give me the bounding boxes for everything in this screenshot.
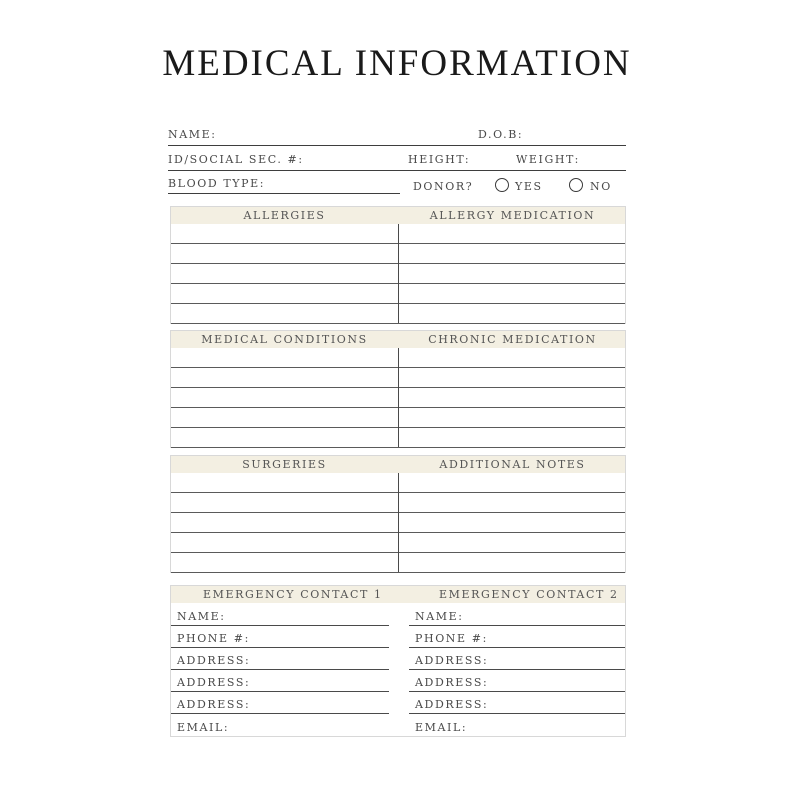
field-label: ADDRESS:	[177, 676, 251, 689]
height-label: HEIGHT:	[408, 153, 471, 166]
conditions-header	[171, 331, 625, 348]
field-label: ADDRESS:	[177, 698, 251, 711]
field-label: ADDRESS:	[177, 654, 251, 667]
contact2-address-field[interactable]	[409, 671, 625, 692]
contact1-email-field[interactable]	[171, 715, 389, 736]
contact1-address-field[interactable]	[171, 671, 389, 692]
name-label: NAME:	[168, 128, 217, 141]
chronic-medication-title: CHRONIC MEDICATION	[428, 333, 597, 346]
allergies-title: ALLERGIES	[243, 209, 326, 222]
emergency-contacts	[170, 585, 626, 737]
column-divider	[398, 473, 399, 572]
donor-yes-radio[interactable]	[495, 178, 509, 192]
surgeries-header	[171, 456, 625, 473]
page-title: MEDICAL INFORMATION	[162, 43, 632, 84]
field-label: ADDRESS:	[415, 698, 489, 711]
weight-label: WEIGHT:	[516, 153, 580, 166]
donor-no-label: NO	[590, 180, 612, 193]
medical-conditions-title: MEDICAL CONDITIONS	[201, 333, 368, 346]
emergency-header	[171, 586, 625, 603]
field-label: ADDRESS:	[415, 654, 489, 667]
dob-label: D.O.B:	[478, 128, 524, 141]
contact2-phone-field[interactable]	[409, 627, 625, 648]
contact1-address-field[interactable]	[171, 693, 389, 714]
field-label: NAME:	[415, 610, 464, 623]
allergy-medication-title: ALLERGY MEDICATION	[429, 209, 596, 222]
blood-type-field[interactable]	[168, 193, 400, 194]
field-label: EMAIL:	[415, 721, 468, 734]
field-label: NAME:	[177, 610, 226, 623]
name-dob-field[interactable]	[168, 145, 626, 146]
contact1-name-field[interactable]	[171, 605, 389, 626]
contact1-phone-field[interactable]	[171, 627, 389, 648]
column-divider	[398, 348, 399, 447]
id-height-weight-field[interactable]	[168, 170, 626, 171]
surgeries-table	[170, 455, 626, 573]
contact2-address-field[interactable]	[409, 649, 625, 670]
column-divider	[398, 224, 399, 323]
donor-yes-label: YES	[515, 180, 543, 193]
field-label: PHONE #:	[415, 632, 488, 645]
additional-notes-title: ADDITIONAL NOTES	[439, 458, 586, 471]
contact2-email-field[interactable]	[409, 715, 625, 736]
donor-label: DONOR?	[413, 180, 474, 193]
emergency-contact-1-title: EMERGENCY CONTACT 1	[203, 588, 383, 601]
conditions-table	[170, 330, 626, 448]
field-label: ADDRESS:	[415, 676, 489, 689]
surgeries-title: SURGERIES	[242, 458, 327, 471]
allergies-header	[171, 207, 625, 224]
contact2-name-field[interactable]	[409, 605, 625, 626]
field-label: EMAIL:	[177, 721, 230, 734]
contact2-address-field[interactable]	[409, 693, 625, 714]
emergency-contact-2-title: EMERGENCY CONTACT 2	[439, 588, 619, 601]
donor-no-radio[interactable]	[569, 178, 583, 192]
field-label: PHONE #:	[177, 632, 250, 645]
contact1-address-field[interactable]	[171, 649, 389, 670]
allergies-table	[170, 206, 626, 324]
blood-type-label: BLOOD TYPE:	[168, 177, 266, 190]
id-label: ID/SOCIAL SEC. #:	[168, 153, 304, 166]
